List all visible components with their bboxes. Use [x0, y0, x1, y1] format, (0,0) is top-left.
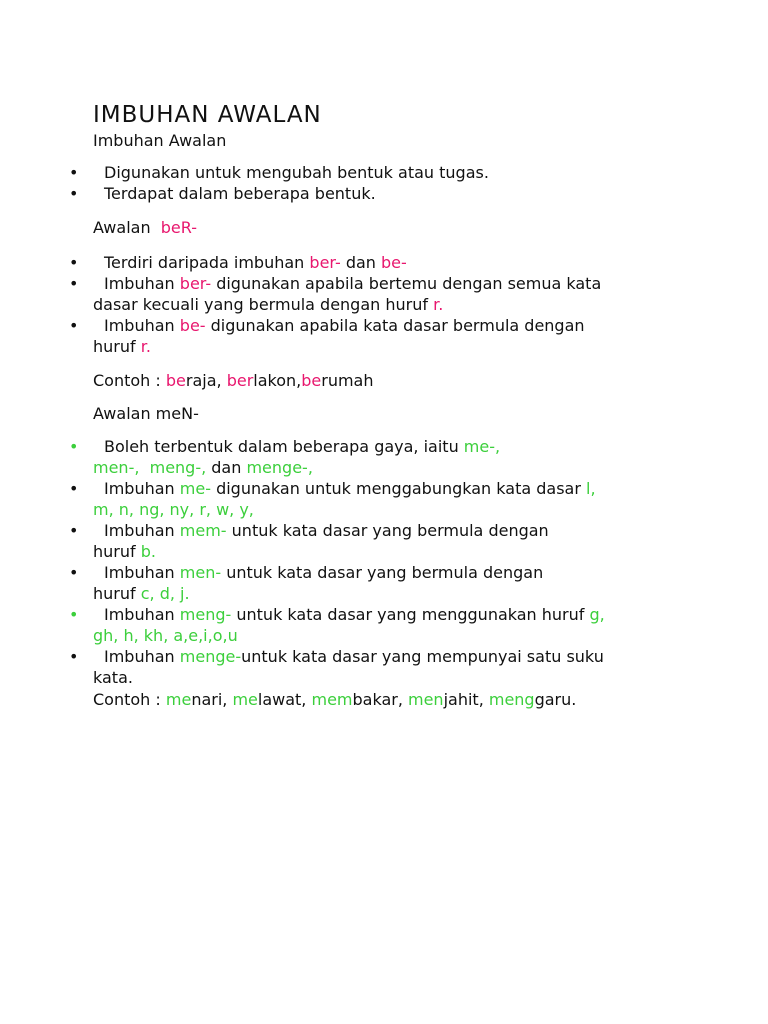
prefix-highlight: mem- — [179, 521, 227, 540]
text-segment: digunakan apabila bertemu dengan semua kata — [211, 274, 602, 293]
bullet: • — [69, 274, 79, 293]
text-segment: lakon, — [253, 371, 302, 390]
text-segment: nari, — [191, 690, 233, 709]
text-segment: Imbuhan — [104, 605, 180, 624]
text-segment: Boleh terbentuk dalam beberapa gaya, iaitu — [104, 437, 464, 456]
list-item — [69, 478, 693, 520]
prefix-highlight: meng- — [179, 605, 232, 624]
list-item-line — [93, 583, 693, 604]
letter-highlight: r. — [140, 337, 151, 356]
list-item-line — [104, 562, 693, 583]
text-segment: Imbuhan — [104, 274, 180, 293]
prefix-highlight: be- — [381, 253, 407, 272]
men-example — [93, 689, 576, 710]
list-item — [69, 252, 693, 273]
text-segment: huruf — [93, 542, 141, 561]
letter-highlight: r. — [433, 295, 444, 314]
text-segment: untuk kata dasar yang menggunakan huruf — [231, 605, 590, 624]
list-item — [69, 646, 693, 688]
text-segment: dasar kecuali yang bermula dengan huruf — [93, 295, 434, 314]
prefix-highlight: menge-, — [246, 458, 313, 477]
prefix-highlight: me — [232, 690, 258, 709]
text-segment: Imbuhan — [104, 479, 180, 498]
list-item-line — [104, 520, 693, 541]
list-item-line — [93, 294, 693, 315]
list-item — [69, 162, 693, 183]
text-segment: untuk kata dasar yang bermula dengan — [226, 521, 549, 540]
bullet: • — [69, 163, 79, 182]
prefix-highlight: me-, — [463, 437, 501, 456]
list-item — [69, 436, 693, 478]
letter-highlight: gh, h, kh, a,e,i,o,u — [93, 626, 238, 645]
men-heading: Awalan meN- — [93, 404, 199, 423]
list-item-line — [104, 273, 693, 294]
prefix-highlight: men-, meng-, — [93, 458, 207, 477]
list-item — [69, 562, 693, 604]
list-item-line — [104, 252, 693, 273]
prefix-highlight: be- — [179, 316, 206, 335]
example-label: Contoh : — [93, 371, 166, 390]
ber-heading-prefix: beR- — [160, 218, 197, 237]
prefix-highlight: menge- — [179, 647, 242, 666]
list-item-line — [93, 499, 693, 520]
list-item — [69, 183, 693, 204]
letter-highlight: c, d, j. — [140, 584, 190, 603]
ber-heading — [93, 217, 197, 238]
ber-heading-label: Awalan — [93, 218, 151, 237]
text-segment: bakar, — [352, 690, 408, 709]
prefix-highlight: be — [165, 371, 186, 390]
prefix-highlight: mem — [311, 690, 353, 709]
text-segment: untuk kata dasar yang bermula dengan — [221, 563, 544, 582]
men-list — [69, 436, 693, 688]
text-segment: lawat, — [257, 690, 312, 709]
text-segment: garu. — [534, 690, 577, 709]
list-item-line — [93, 541, 693, 562]
list-item-line — [104, 478, 693, 499]
ber-example — [93, 370, 373, 391]
text-segment: Imbuhan — [104, 521, 180, 540]
text-segment: Imbuhan — [104, 316, 180, 335]
text-segment: digunakan untuk menggabungkan kata dasar — [210, 479, 586, 498]
list-item-line — [104, 646, 693, 667]
document-title: IMBUHAN AWALAN — [93, 102, 322, 128]
ber-list — [69, 252, 693, 357]
intro-list — [69, 162, 693, 204]
text-segment: rumah — [321, 371, 374, 390]
text-segment: digunakan apabila kata dasar bermula dengan — [205, 316, 585, 335]
document-subtitle: Imbuhan Awalan — [93, 131, 227, 150]
bullet: • — [69, 437, 79, 456]
list-item-line — [104, 315, 693, 336]
text-segment: kata. — [93, 668, 133, 687]
letter-highlight: m, n, ng, ny, r, w, y, — [93, 500, 254, 519]
list-item-line — [104, 436, 693, 457]
text-segment: Imbuhan — [104, 647, 180, 666]
prefix-highlight: meng — [488, 690, 535, 709]
list-item — [69, 315, 693, 357]
letter-highlight: g, — [589, 605, 605, 624]
text-segment: huruf — [93, 584, 141, 603]
list-item-text: Digunakan untuk mengubah bentuk atau tugas. — [104, 163, 489, 182]
bullet: • — [69, 316, 79, 335]
text-segment: raja, — [185, 371, 227, 390]
text-segment: untuk kata dasar yang mempunyai satu suku — [241, 647, 604, 666]
list-item — [69, 520, 693, 562]
bullet: • — [69, 521, 79, 540]
bullet: • — [69, 647, 79, 666]
list-item-line — [104, 604, 693, 625]
text-segment: huruf — [93, 337, 141, 356]
prefix-highlight: ber — [226, 371, 254, 390]
letter-highlight: b. — [140, 542, 156, 561]
example-label: Contoh : — [93, 690, 166, 709]
bullet: • — [69, 184, 79, 203]
list-item-line — [93, 667, 693, 688]
list-item-line — [93, 625, 693, 646]
prefix-highlight: ber- — [309, 253, 341, 272]
text-segment: jahit, — [443, 690, 489, 709]
prefix-highlight: me- — [179, 479, 211, 498]
bullet: • — [69, 479, 79, 498]
text-segment: Terdiri daripada imbuhan — [104, 253, 310, 272]
list-item-text: Terdapat dalam beberapa bentuk. — [104, 184, 376, 203]
prefix-highlight: men- — [179, 563, 222, 582]
text-segment: Imbuhan — [104, 563, 180, 582]
prefix-highlight: me — [165, 690, 192, 709]
text-segment: dan — [206, 458, 247, 477]
letter-highlight: l, — [586, 479, 596, 498]
bullet: • — [69, 253, 79, 272]
prefix-highlight: be — [301, 371, 322, 390]
list-item — [69, 273, 693, 315]
bullet: • — [69, 563, 79, 582]
list-item-line — [93, 336, 693, 357]
prefix-highlight: men — [408, 690, 444, 709]
bullet: • — [69, 605, 79, 624]
text-segment: dan — [340, 253, 382, 272]
list-item-line — [93, 457, 693, 478]
list-item — [69, 604, 693, 646]
prefix-highlight: ber- — [179, 274, 212, 293]
